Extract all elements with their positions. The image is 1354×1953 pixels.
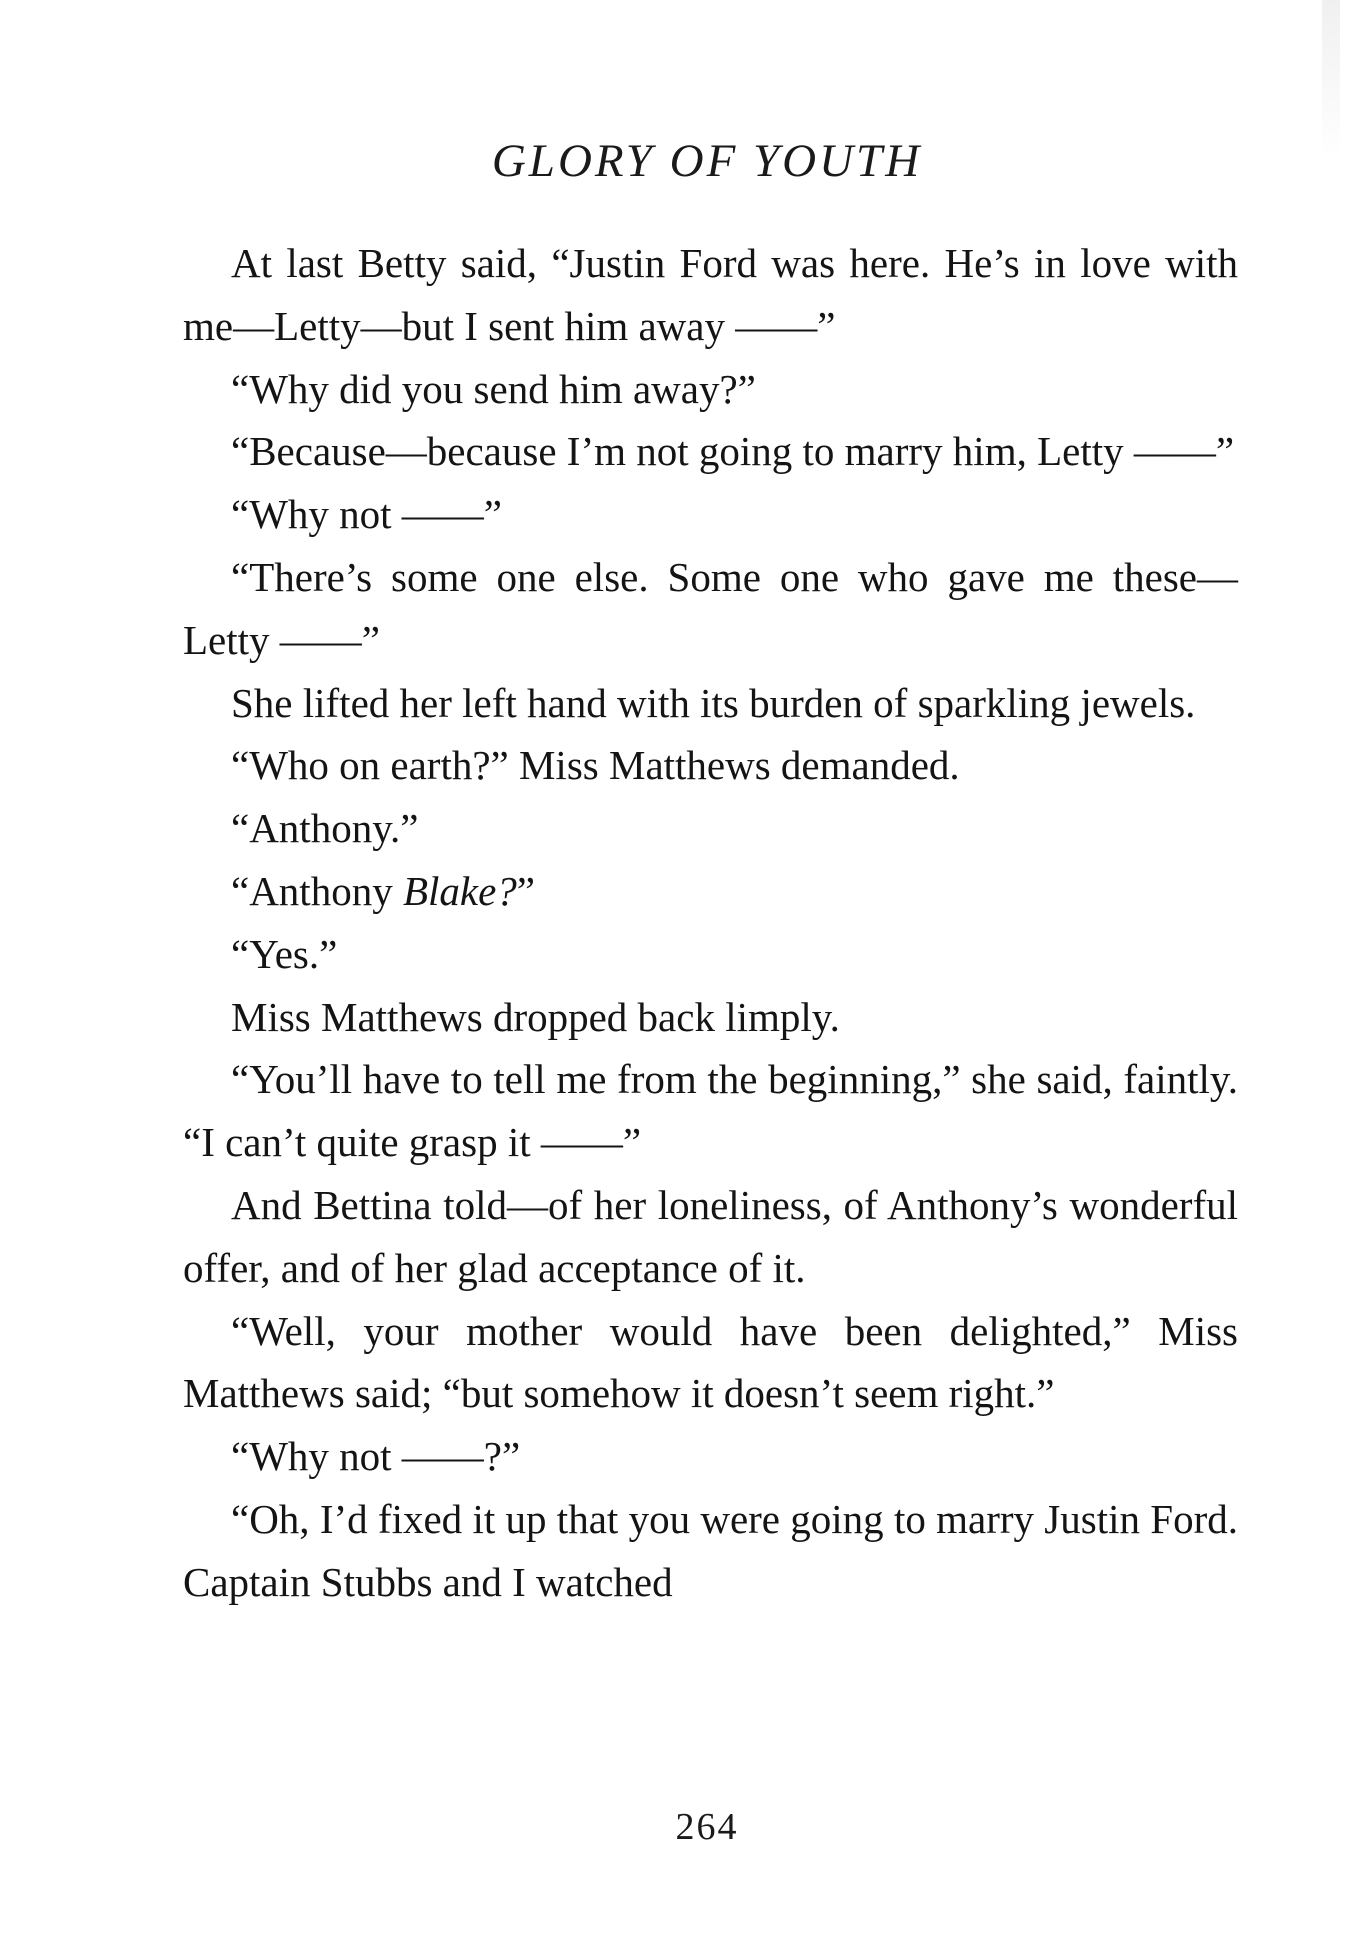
paragraph: “Because—because I’m not going to marry him, Letty ——”: [231, 428, 1235, 475]
paragraph: She lifted her left hand with its burden of sparkling jewels.: [231, 679, 1196, 726]
paragraph: “Anthony.”: [231, 805, 419, 852]
paragraph: At last Betty said, “Justin Ford was here. He’s in love with me—Letty—but I sent him away ——”: [183, 240, 1238, 349]
italic-name: Blake?: [402, 867, 517, 914]
paragraph: “Oh, I’d fixed it up that you were going to marry Justin Ford. Captain Stubbs and I watched: [183, 1495, 1238, 1605]
paragraph: “Yes.”: [231, 930, 338, 977]
page-number: 264: [675, 1806, 739, 1848]
paragraph-anthony-blake: [183, 860, 1238, 923]
running-head: GLORY OF YOUTH: [491, 135, 923, 187]
body-text: [183, 232, 1238, 1614]
quote-lead: “Anthony: [231, 867, 403, 914]
paragraph: “There’s some one else. Some one who gave me these—Letty ——”: [183, 553, 1238, 663]
paragraph: “Who on earth?” Miss Matthews demanded.: [231, 742, 960, 789]
paragraph: “Why not ——”: [231, 491, 502, 538]
paragraph: “Well, your mother would have been delighted,” Miss Matthews said; “but somehow it doesn’t seem right.”: [183, 1307, 1238, 1417]
page-edge-shadow: [1322, 0, 1340, 160]
paragraph: “Why not ——?”: [231, 1433, 521, 1480]
quote-close: ”: [516, 867, 535, 914]
paragraph: “You’ll have to tell me from the beginning,” she said, faintly. “I can’t quite grasp it ——”: [183, 1056, 1238, 1166]
paragraph: “Why did you send him away?”: [231, 365, 756, 412]
paragraph: And Bettina told—of her loneliness, of Anthony’s wonderful offer, and of her glad acceptance of it.: [183, 1181, 1238, 1291]
paragraph: Miss Matthews dropped back limply.: [231, 993, 840, 1040]
